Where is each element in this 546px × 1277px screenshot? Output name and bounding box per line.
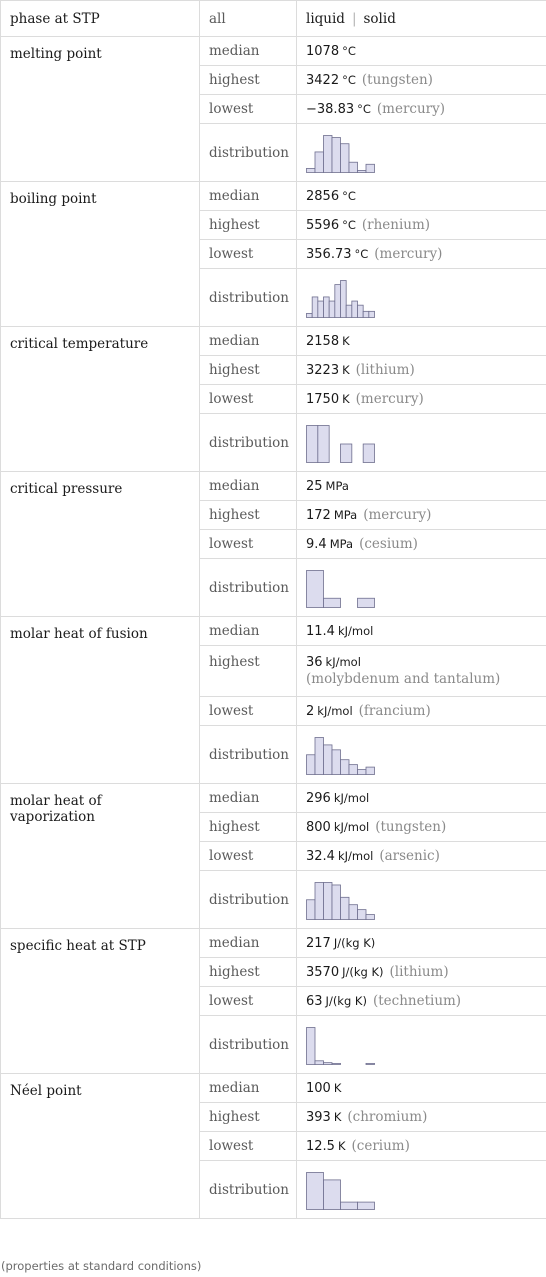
- histogram-bar: [315, 738, 324, 775]
- histogram-bar: [332, 750, 341, 775]
- critical-pressure-highest-value: [297, 501, 546, 530]
- histogram-bar: [324, 883, 333, 920]
- boiling-point-lowest-value: [297, 240, 546, 269]
- critical-temperature-histogram: [306, 424, 376, 464]
- boiling-point-histogram: [306, 279, 376, 319]
- value-note: (arsenic): [379, 848, 440, 864]
- histogram-bar: [324, 1180, 341, 1210]
- boiling-point-label: boiling point: [1, 182, 200, 327]
- histogram-bar: [366, 767, 375, 774]
- value-unit: kJ/mol: [333, 820, 370, 834]
- value-unit: MPa: [329, 537, 354, 551]
- specific-heat-at-stp-label: specific heat at STP: [1, 929, 200, 1074]
- critical-temperature-median-value: [297, 327, 546, 356]
- critical-pressure-median-row: [1, 472, 546, 501]
- histogram-bar: [307, 571, 324, 608]
- molar-heat-of-fusion-histogram: [306, 736, 376, 776]
- critical-pressure-lowest-value: [297, 530, 546, 559]
- sub-label-median: median: [200, 929, 297, 958]
- sub-label-lowest: lowest: [200, 95, 297, 124]
- value-note: (tungsten): [361, 72, 433, 88]
- molar-heat-of-vaporization-lowest-value: [297, 842, 546, 871]
- critical-pressure-distribution-value: [297, 559, 546, 617]
- value-unit: °C: [342, 73, 356, 87]
- histogram-bar: [352, 301, 358, 317]
- sub-label-distribution: distribution: [200, 871, 297, 929]
- histogram-bar: [307, 313, 313, 317]
- melting-point-highest-value: [297, 66, 546, 95]
- phase-option-all[interactable]: all: [200, 1, 297, 37]
- value-number: 1750: [306, 392, 340, 407]
- histogram-bar: [329, 301, 335, 317]
- specific-heat-at-stp-median-value: [297, 929, 546, 958]
- histogram-bar: [358, 598, 375, 607]
- value-note: (lithium): [389, 964, 449, 980]
- sub-label-lowest: lowest: [200, 697, 297, 726]
- value-number: 217: [306, 936, 331, 951]
- histogram-bar: [341, 1202, 358, 1209]
- value-number: 3422: [306, 73, 340, 88]
- sub-label-distribution: distribution: [200, 269, 297, 327]
- value-note: (tungsten): [375, 819, 447, 835]
- histogram-bar: [358, 770, 367, 775]
- specific-heat-at-stp-highest-value: [297, 958, 546, 987]
- histogram-bar: [341, 281, 347, 318]
- sub-label-highest: highest: [200, 958, 297, 987]
- critical-temperature-median-row: [1, 327, 546, 356]
- histogram-bar: [318, 301, 324, 317]
- histogram-bar: [312, 297, 318, 318]
- melting-point-median-row: [1, 37, 546, 66]
- value-note: (cerium): [351, 1138, 410, 1154]
- value-number: 12.5: [306, 1139, 335, 1154]
- histogram-bar: [332, 138, 341, 173]
- value-number: 2856: [306, 189, 340, 204]
- header-phase-label: phase at STP: [1, 1, 200, 37]
- value-note: (cesium): [359, 536, 418, 552]
- histogram-bar: [315, 1061, 324, 1065]
- histogram-bar: [358, 1202, 375, 1209]
- value-note: (rhenium): [361, 217, 431, 233]
- value-unit: J/(kg K): [333, 936, 376, 950]
- sub-label-lowest: lowest: [200, 385, 297, 414]
- value-unit: K: [342, 363, 350, 377]
- value-number: 356.73: [306, 247, 352, 262]
- n-el-point-lowest-value: [297, 1132, 546, 1161]
- value-unit: °C: [342, 44, 356, 58]
- value-number: −38.83: [306, 102, 355, 117]
- histogram-bar: [349, 765, 358, 775]
- n-el-point-label: Néel point: [1, 1074, 200, 1219]
- value-note: (mercury): [374, 246, 443, 262]
- value-unit: kJ/mol: [337, 849, 374, 863]
- melting-point-median-value: [297, 37, 546, 66]
- sub-label-distribution: distribution: [200, 1161, 297, 1219]
- melting-point-lowest-value: [297, 95, 546, 124]
- value-number: 11.4: [306, 624, 335, 639]
- phase-option-solid[interactable]: solid: [363, 10, 396, 27]
- histogram-bar: [349, 162, 358, 172]
- value-number: 25: [306, 479, 323, 494]
- melting-point-distribution-value: [297, 124, 546, 182]
- sub-label-median: median: [200, 472, 297, 501]
- molar-heat-of-fusion-median-row: [1, 617, 546, 646]
- value-number: 3570: [306, 965, 340, 980]
- critical-temperature-distribution-value: [297, 414, 546, 472]
- value-unit: °C: [342, 218, 356, 232]
- histogram-bar: [341, 144, 350, 173]
- sub-label-highest: highest: [200, 501, 297, 530]
- n-el-point-distribution-value: [297, 1161, 546, 1219]
- histogram-bar: [324, 297, 330, 318]
- value-number: 9.4: [306, 537, 327, 552]
- critical-temperature-highest-value: [297, 356, 546, 385]
- sub-label-highest: highest: [200, 356, 297, 385]
- molar-heat-of-fusion-highest-value: [297, 646, 546, 697]
- molar-heat-of-vaporization-median-row: [1, 784, 546, 813]
- histogram-bar: [324, 1063, 333, 1065]
- critical-temperature-lowest-value: [297, 385, 546, 414]
- value-number: 100: [306, 1081, 331, 1096]
- specific-heat-at-stp-lowest-value: [297, 987, 546, 1016]
- histogram-bar: [315, 883, 324, 920]
- boiling-point-highest-value: [297, 211, 546, 240]
- sub-label-median: median: [200, 182, 297, 211]
- histogram-bar: [307, 755, 316, 775]
- histogram-bar: [332, 885, 341, 920]
- header-phase-options: [297, 1, 546, 37]
- histogram-bar: [366, 915, 375, 920]
- value-note: (mercury): [355, 391, 424, 407]
- melting-point-histogram: [306, 134, 376, 174]
- value-number: 3223: [306, 363, 340, 378]
- histogram-bar: [363, 444, 374, 463]
- value-note: (chromium): [347, 1109, 428, 1125]
- n-el-point-median-row: [1, 1074, 546, 1103]
- histogram-bar: [358, 910, 367, 920]
- value-number: 5596: [306, 218, 340, 233]
- value-unit: kJ/mol: [333, 791, 370, 805]
- value-unit: °C: [357, 102, 371, 116]
- value-unit: K: [337, 1139, 346, 1153]
- phase-option-divider: |: [351, 10, 357, 27]
- histogram-bar: [307, 426, 318, 463]
- molar-heat-of-vaporization-median-value: [297, 784, 546, 813]
- molar-heat-of-vaporization-distribution-value: [297, 871, 546, 929]
- histogram-bar: [358, 305, 364, 317]
- melting-point-label: melting point: [1, 37, 200, 182]
- value-unit: kJ/mol: [337, 624, 374, 638]
- value-unit: °C: [354, 247, 369, 261]
- histogram-bar: [341, 444, 352, 463]
- histogram-bar: [341, 760, 350, 775]
- value-unit: MPa: [333, 508, 358, 522]
- value-unit: kJ/mol: [317, 704, 353, 718]
- histogram-bar: [358, 170, 367, 172]
- header-row: [1, 1, 546, 37]
- specific-heat-at-stp-median-row: [1, 929, 546, 958]
- value-number: 1078: [306, 44, 340, 59]
- molar-heat-of-vaporization-histogram: [306, 881, 376, 921]
- value-number: 2158: [306, 334, 340, 349]
- histogram-bar: [307, 1028, 316, 1065]
- sub-label-highest: highest: [200, 1103, 297, 1132]
- boiling-point-distribution-value: [297, 269, 546, 327]
- molar-heat-of-vaporization-label: molar heat of vaporization: [1, 784, 200, 929]
- histogram-bar: [363, 311, 369, 317]
- value-unit: J/(kg K): [325, 994, 367, 1008]
- critical-pressure-histogram: [306, 569, 376, 609]
- molar-heat-of-vaporization-highest-value: [297, 813, 546, 842]
- histogram-bar: [369, 311, 375, 317]
- value-unit: °C: [342, 189, 356, 203]
- critical-pressure-median-value: [297, 472, 546, 501]
- value-number: 172: [306, 508, 331, 523]
- sub-label-distribution: distribution: [200, 559, 297, 617]
- histogram-bar: [307, 168, 316, 172]
- histogram-bar: [332, 1063, 341, 1064]
- value-note: (lithium): [355, 362, 415, 378]
- histogram-bar: [307, 900, 316, 920]
- histogram-bar: [324, 745, 333, 775]
- value-unit: kJ/mol: [325, 655, 361, 669]
- value-note: (mercury): [376, 101, 446, 117]
- value-unit: K: [342, 334, 350, 348]
- molar-heat-of-fusion-distribution-value: [297, 726, 546, 784]
- value-number: 36: [306, 655, 323, 670]
- value-number: 2: [306, 704, 315, 719]
- sub-label-highest: highest: [200, 66, 297, 95]
- sub-label-highest: highest: [200, 813, 297, 842]
- value-number: 800: [306, 820, 331, 835]
- histogram-bar: [366, 1063, 375, 1064]
- value-unit: J/(kg K): [342, 965, 384, 979]
- sub-label-highest: highest: [200, 211, 297, 240]
- sub-label-median: median: [200, 784, 297, 813]
- value-unit: K: [342, 392, 350, 406]
- histogram-bar: [366, 164, 375, 172]
- n-el-point-highest-value: [297, 1103, 546, 1132]
- sub-label-median: median: [200, 617, 297, 646]
- histogram-bar: [335, 285, 341, 318]
- molar-heat-of-fusion-median-value: [297, 617, 546, 646]
- value-number: 63: [306, 994, 323, 1009]
- histogram-bar: [307, 1173, 324, 1210]
- critical-pressure-label: critical pressure: [1, 472, 200, 617]
- sub-label-median: median: [200, 37, 297, 66]
- phase-option-liquid[interactable]: liquid: [306, 10, 345, 27]
- n-el-point-median-value: [297, 1074, 546, 1103]
- value-number: 32.4: [306, 849, 335, 864]
- sub-label-lowest: lowest: [200, 530, 297, 559]
- sub-label-median: median: [200, 327, 297, 356]
- histogram-bar: [318, 426, 329, 463]
- molar-heat-of-fusion-label: molar heat of fusion: [1, 617, 200, 784]
- critical-temperature-label: critical temperature: [1, 327, 200, 472]
- value-unit: MPa: [325, 479, 349, 493]
- histogram-bar: [346, 305, 352, 317]
- sub-label-lowest: lowest: [200, 987, 297, 1016]
- histogram-bar: [324, 136, 333, 173]
- sub-label-distribution: distribution: [200, 726, 297, 784]
- boiling-point-median-row: [1, 182, 546, 211]
- histogram-bar: [349, 905, 358, 920]
- histogram-bar: [315, 152, 324, 173]
- value-note: (technetium): [372, 993, 462, 1009]
- sub-label-lowest: lowest: [200, 842, 297, 871]
- value-note: (francium): [358, 703, 431, 719]
- histogram-bar: [324, 598, 341, 607]
- histogram-bar: [341, 897, 350, 919]
- value-unit: K: [333, 1081, 342, 1095]
- value-unit: K: [333, 1110, 342, 1124]
- value-note: (molybdenum and tantalum): [306, 671, 501, 687]
- sub-label-highest: highest: [200, 646, 297, 697]
- sub-label-median: median: [200, 1074, 297, 1103]
- sub-label-distribution: distribution: [200, 414, 297, 472]
- value-number: 296: [306, 791, 331, 806]
- sub-label-distribution: distribution: [200, 124, 297, 182]
- sub-label-lowest: lowest: [200, 240, 297, 269]
- value-note: (mercury): [363, 507, 432, 523]
- sub-label-distribution: distribution: [200, 1016, 297, 1074]
- boiling-point-median-value: [297, 182, 546, 211]
- n-el-point-histogram: [306, 1171, 376, 1211]
- specific-heat-at-stp-histogram: [306, 1026, 376, 1066]
- footnote: (properties at standard conditions): [1, 1259, 202, 1273]
- value-number: 393: [306, 1110, 331, 1125]
- sub-label-lowest: lowest: [200, 1132, 297, 1161]
- molar-heat-of-fusion-lowest-value: [297, 697, 546, 726]
- specific-heat-at-stp-distribution-value: [297, 1016, 546, 1074]
